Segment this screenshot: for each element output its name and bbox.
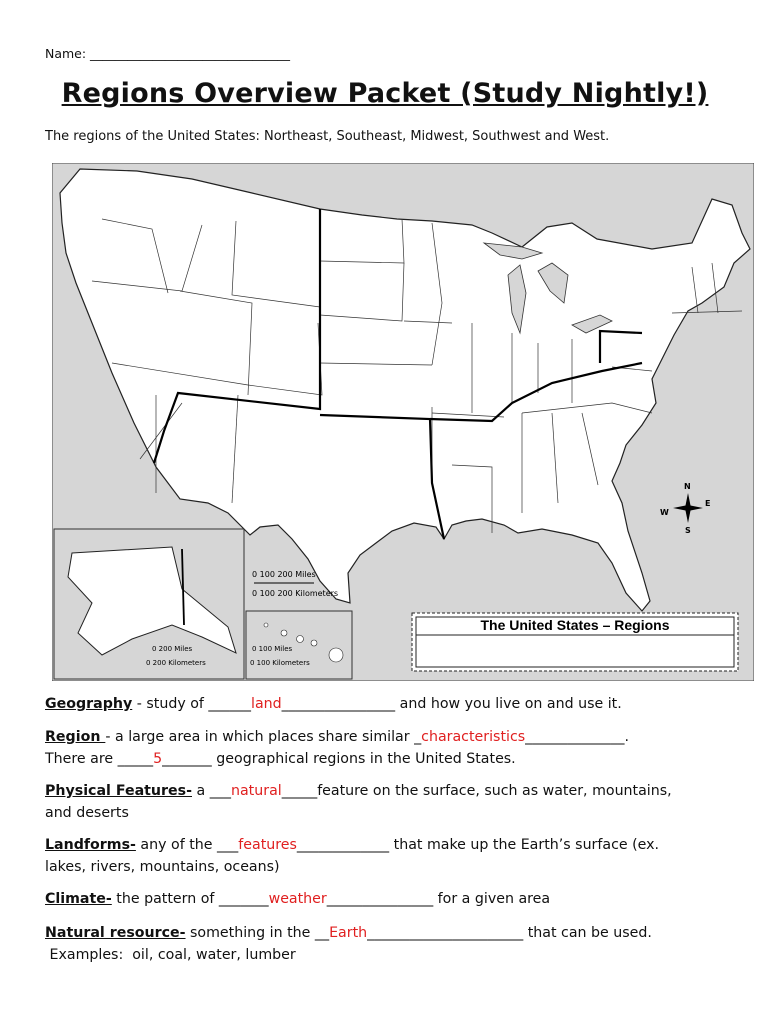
svg-text:The United States – Regions: The United States – Regions [480, 617, 670, 633]
term-geography: Geography [45, 696, 133, 712]
svg-text:E: E [705, 499, 711, 508]
term-region: Region [45, 729, 106, 745]
svg-text:W: W [660, 508, 669, 517]
term-climate: Climate- [45, 891, 112, 907]
answer-landforms[interactable]: features [238, 837, 297, 853]
intro-text: The regions of the United States: Northeast, Southeast, Midwest, Southwest and West. [45, 129, 610, 144]
svg-text:0 100 200 Miles: 0 100 200 Miles [252, 570, 316, 579]
name-field[interactable]: Name: ________________________________ [45, 46, 291, 61]
answer-natural-resource[interactable]: Earth [329, 925, 368, 941]
svg-text:0 100 200 Kilometers: 0 100 200 Kilometers [252, 589, 339, 598]
svg-text:0 200 Kilometers: 0 200 Kilometers [146, 659, 206, 667]
map-title-box [412, 613, 738, 671]
us-regions-map [52, 163, 754, 681]
svg-text:S: S [685, 526, 691, 535]
definition-region: Region - a large area in which places share similar _characteristics______________. There are _____5_______ geographical regions in the United States. [45, 729, 629, 767]
answer-climate[interactable]: weather [268, 891, 327, 907]
term-physical-features: Physical Features- [45, 783, 192, 799]
page-title: Regions Overview Packet (Study Nightly!) [61, 78, 709, 109]
answer-physical-features[interactable]: natural [231, 783, 282, 799]
term-natural-resource: Natural resource- [45, 925, 186, 941]
answer-region[interactable]: characteristics [421, 729, 526, 745]
definition-natural-resource: Natural resource- something in the __Earth______________________ that can be used. Examples: oil, coal, water, lumber [45, 925, 652, 963]
definition-climate: Climate- the pattern of _______weather_______________ for a given area [45, 891, 551, 907]
hawaii-inset [246, 611, 352, 679]
svg-text:0 200 Miles: 0 200 Miles [152, 645, 193, 653]
answer-geography[interactable]: land [251, 696, 282, 712]
term-landforms: Landforms- [45, 837, 136, 853]
svg-text:0 100 Kilometers: 0 100 Kilometers [250, 659, 310, 667]
definition-landforms: Landforms- any of the ___features_____________ that make up the Earth’s surface (ex. lakes, rivers, mountains, oceans) [45, 837, 660, 875]
answer-region-count[interactable]: 5 [153, 750, 163, 767]
svg-text:0 100 Miles: 0 100 Miles [252, 645, 293, 653]
definition-physical-features: Physical Features- a ___natural_____feature on the surface, such as water, mountains, and deserts [45, 783, 672, 821]
alaska-inset [54, 529, 244, 679]
definition-geography: Geography - study of ______land________________ and how you live on and use it. [45, 696, 622, 712]
svg-text:N: N [684, 482, 691, 491]
